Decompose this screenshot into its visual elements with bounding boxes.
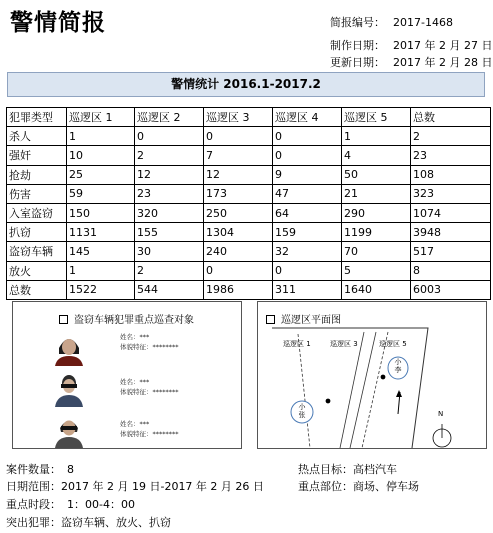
road-line	[340, 332, 364, 448]
suspects-figure-title: 盗窃车辆犯罪重点巡查对象	[74, 315, 194, 326]
brief-number-label: 简报编号：	[330, 16, 385, 29]
zone-label: 巡逻区 5	[379, 340, 407, 348]
stats-table-header	[7, 108, 491, 127]
crime-type-cell: 杀人	[7, 127, 67, 146]
count-cell: 323	[411, 184, 491, 203]
suspect-feature: ********	[152, 430, 179, 438]
count-cell: 311	[273, 280, 342, 299]
count-cell: 59	[67, 184, 135, 203]
count-cell: 1074	[411, 203, 491, 222]
count-cell: 5	[342, 261, 411, 280]
date-range-label: 日期范围：	[6, 480, 61, 493]
count-cell: 1	[67, 261, 135, 280]
table-row	[7, 261, 491, 280]
count-cell: 159	[273, 223, 342, 242]
direction-arrow-head	[396, 390, 402, 397]
count-cell: 250	[204, 203, 273, 222]
count-cell: 12	[135, 165, 204, 184]
hotspot-target-label: 热点目标：	[298, 463, 353, 476]
count-cell: 2	[135, 261, 204, 280]
crime-type-cell: 抢劫	[7, 165, 67, 184]
count-cell: 1986	[204, 280, 273, 299]
zone-divider	[362, 332, 388, 448]
suspect-photo	[53, 412, 85, 448]
count-cell: 2	[135, 146, 204, 165]
count-cell: 544	[135, 280, 204, 299]
count-cell: 240	[204, 242, 273, 261]
table-row	[7, 223, 491, 242]
suspect-feature: ********	[152, 388, 179, 396]
count-cell: 1522	[67, 280, 135, 299]
hotspot-target-value: 高档汽车	[353, 463, 397, 476]
count-cell: 1	[67, 127, 135, 146]
count-cell: 12	[204, 165, 273, 184]
count-cell: 0	[273, 261, 342, 280]
count-cell: 290	[342, 203, 411, 222]
count-cell: 9	[273, 165, 342, 184]
count-cell: 50	[342, 165, 411, 184]
count-cell: 7	[204, 146, 273, 165]
count-cell: 0	[135, 127, 204, 146]
count-cell: 32	[273, 242, 342, 261]
key-period	[6, 496, 135, 512]
crime-type-cell: 伤害	[7, 184, 67, 203]
count-cell: 145	[67, 242, 135, 261]
count-cell: 150	[67, 203, 135, 222]
count-cell: 23	[411, 146, 491, 165]
count-cell: 47	[273, 184, 342, 203]
officer-name: 小李	[394, 358, 402, 374]
count-cell: 1304	[204, 223, 273, 242]
page-title: 警情简报	[10, 10, 106, 36]
count-cell: 64	[273, 203, 342, 222]
date-range	[6, 478, 264, 494]
table-row	[7, 146, 491, 165]
count-cell: 30	[135, 242, 204, 261]
count-cell: 25	[67, 165, 135, 184]
suspect-info	[120, 377, 179, 397]
road-line	[350, 332, 376, 448]
count-cell: 0	[273, 127, 342, 146]
count-cell: 8	[411, 261, 491, 280]
made-date-value: 2017 年 2 月 27 日	[393, 39, 493, 52]
suspect-photo	[53, 330, 85, 366]
checkbox-icon	[59, 315, 68, 324]
suspect-name-label: 姓名：	[120, 333, 140, 341]
column-header: 巡逻区 4	[273, 108, 342, 127]
column-header: 巡逻区 2	[135, 108, 204, 127]
count-cell: 173	[204, 184, 273, 203]
updated-date-value: 2017 年 2 月 28 日	[393, 56, 493, 69]
count-cell: 517	[411, 242, 491, 261]
count-cell: 0	[204, 127, 273, 146]
hotspot-target	[298, 461, 397, 477]
updated-date	[330, 54, 492, 70]
key-location-label: 重点部位：	[298, 480, 353, 493]
brief-number-value: 2017-1468	[393, 16, 453, 29]
count-cell: 6003	[411, 280, 491, 299]
person-photo-icon	[53, 330, 85, 366]
crime-type-cell: 入室盗窃	[7, 203, 67, 222]
case-count	[6, 461, 74, 477]
stats-title: 警情统计 2016.1-2017.2	[7, 72, 485, 97]
stats-table	[6, 107, 491, 300]
case-count-label: 案件数量：	[6, 463, 61, 476]
crime-type-cell: 盗窃车辆	[7, 242, 67, 261]
count-cell: 0	[273, 146, 342, 165]
stats-header-row	[7, 108, 491, 127]
crime-type-cell: 总数	[7, 280, 67, 299]
table-row	[7, 203, 491, 222]
date-range-value: 2017 年 2 月 19 日-2017 年 2 月 26 日	[61, 480, 264, 493]
crime-type-cell: 强奸	[7, 146, 67, 165]
count-cell: 4	[342, 146, 411, 165]
table-row	[7, 280, 491, 299]
suspect-info	[120, 332, 179, 352]
zone-label: 巡逻区 3	[330, 340, 358, 348]
column-header: 巡逻区 5	[342, 108, 411, 127]
suspect-name: ***	[139, 333, 150, 341]
crime-type-cell: 放火	[7, 261, 67, 280]
stats-table-body	[7, 127, 491, 300]
suspect-name: ***	[139, 378, 150, 386]
count-cell: 1640	[342, 280, 411, 299]
key-location-value: 商场、停车场	[353, 480, 419, 493]
made-date	[330, 37, 492, 53]
count-cell: 0	[204, 261, 273, 280]
suspect-feature-label: 体貌特征：	[120, 388, 153, 396]
count-cell: 10	[67, 146, 135, 165]
incident-dot	[326, 399, 331, 404]
suspect-photo	[53, 371, 85, 407]
suspect-feature: ********	[152, 343, 179, 351]
key-period-label: 重点时段：	[6, 498, 61, 511]
north-label: N	[438, 410, 444, 418]
map-figure-title: 巡逻区平面图	[281, 315, 341, 326]
table-row	[7, 242, 491, 261]
prominent-crime-value: 盗窃车辆、放火、扒窃	[61, 516, 171, 529]
count-cell: 108	[411, 165, 491, 184]
made-date-label: 制作日期：	[330, 39, 385, 52]
zone-divider	[298, 334, 310, 448]
count-cell: 21	[342, 184, 411, 203]
table-row	[7, 184, 491, 203]
zone-label: 巡逻区 1	[283, 340, 311, 348]
table-row	[7, 165, 491, 184]
count-cell: 70	[342, 242, 411, 261]
suspect-name-label: 姓名：	[120, 420, 140, 428]
person-photo-icon	[53, 412, 85, 448]
key-period-value: 1：00-4：00	[67, 498, 135, 511]
count-cell: 1131	[67, 223, 135, 242]
patrol-map	[258, 302, 488, 450]
count-cell: 155	[135, 223, 204, 242]
suspect-info	[120, 419, 179, 439]
count-cell: 1199	[342, 223, 411, 242]
brief-number	[330, 14, 453, 30]
suspects-figure-title-row	[59, 311, 194, 326]
column-header: 巡逻区 3	[204, 108, 273, 127]
table-row	[7, 127, 491, 146]
column-header: 总数	[411, 108, 491, 127]
count-cell: 23	[135, 184, 204, 203]
person-photo-icon	[53, 371, 85, 407]
key-location	[298, 478, 419, 494]
count-cell: 320	[135, 203, 204, 222]
count-cell: 2	[411, 127, 491, 146]
count-cell: 1	[342, 127, 411, 146]
suspect-name-label: 姓名：	[120, 378, 140, 386]
suspect-name: ***	[139, 420, 150, 428]
map-figure	[257, 301, 487, 449]
suspect-feature-label: 体貌特征：	[120, 430, 153, 438]
count-cell: 3948	[411, 223, 491, 242]
updated-date-label: 更新日期：	[330, 56, 385, 69]
incident-dot	[381, 375, 386, 380]
crime-type-cell: 扒窃	[7, 223, 67, 242]
column-header: 巡逻区 1	[67, 108, 135, 127]
prominent-crime	[6, 514, 171, 530]
officer-name: 小张	[298, 403, 306, 419]
suspect-feature-label: 体貌特征：	[120, 343, 153, 351]
suspects-figure	[12, 301, 242, 449]
case-count-value: 8	[67, 463, 74, 476]
prominent-crime-label: 突出犯罪：	[6, 516, 61, 529]
column-header: 犯罪类型	[7, 108, 67, 127]
